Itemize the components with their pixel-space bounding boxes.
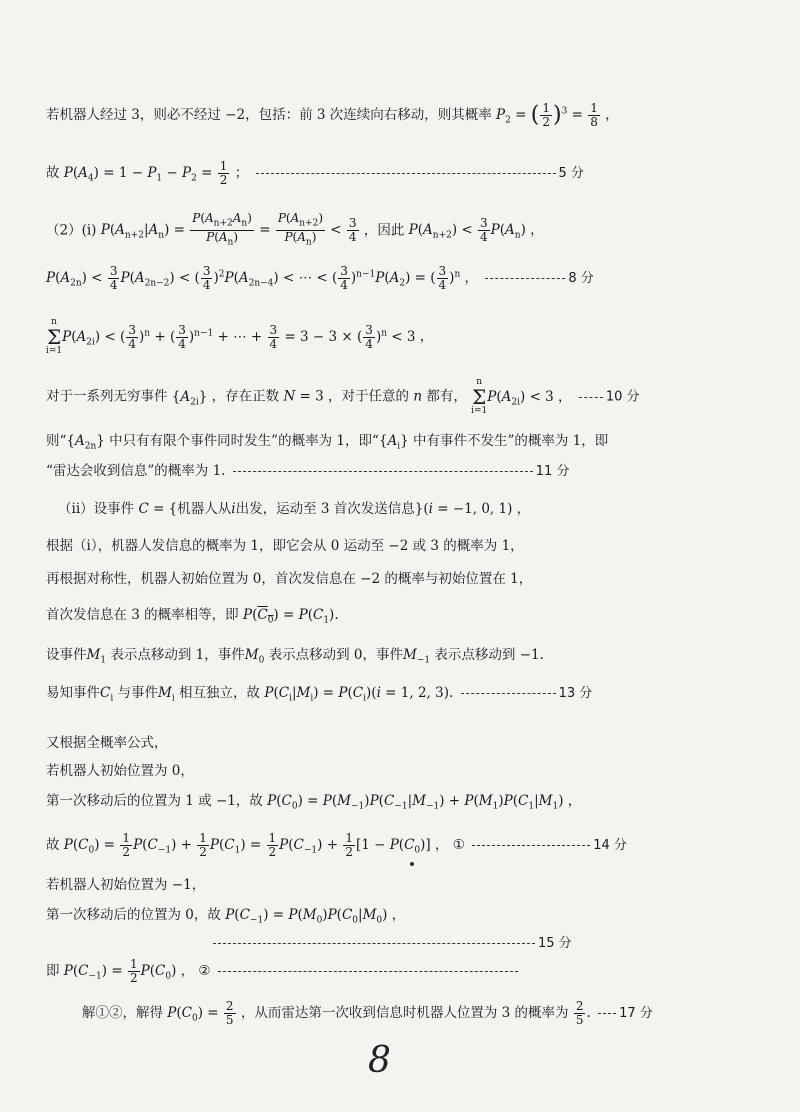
score-mark: 17 分 — [619, 1006, 653, 1021]
text-line-15: 又根据全概率公式， — [46, 735, 168, 751]
text-line-18: 故 $P(C_0)$ = $\frac{1}{2}$ $P(C_{-1})$ + $\frac{1}{2}$ $P(C_1)$ = $\frac{1}{2}$ $P(C_{-1})$ + $\frac{1}{2}$ $[1 - P(C_0)]$ ， ① 14 分 — [46, 831, 627, 859]
score-mark: 8 分 — [568, 271, 594, 286]
score-mark: 5 分 — [558, 166, 584, 181]
equation-mark-2: ② — [198, 963, 211, 979]
text-line-9: （ii）设事件 C = {机器人从i出发，运动至 3 首次发送信息}(i = −1, 0, 1) ， — [58, 501, 531, 517]
text-line-10: 根据（i），机器人发信息的概率为 1，即它会从 0 运动至 −2 或 3 的概率为 1， — [46, 538, 524, 554]
text-line-6: 对于一系列无穷事件 $\{A_{2i}\}$ ，存在正数 N = 3 ，对于任意的 n 都有， n Σ $i=1P(A_{2i}) < 3$ ， 10 分 — [46, 377, 640, 416]
score-mark: 15 分 — [538, 936, 572, 951]
text-line-20: 第一次移动后的位置为 0，故 $P(C_{-1}) = P(M_0)P(C_0|M_0)$ ， — [46, 907, 406, 926]
text-line-7: 则“$\{A_{2n}\}$ 中只有有限个事件同时发生”的概率为 1，即“$\{A_i\}$ 中有事件不发生”的概率为 1，即 — [46, 433, 609, 452]
text-line-17: 第一次移动后的位置为 1 或 −1，故 $P(C_0) = P(M_{-1})P(C_{-1}|M_{-1}) + P(M_1)P(C_1|M_1)$ ， — [46, 793, 582, 812]
text-line-21 — [210, 934, 800, 953]
text-line-2: 故 $P(A_4) = 1 - P_1 - P_2$ = $\frac{1}{2}$ ； 5 分 — [46, 159, 584, 187]
equation-mark-1: ① — [452, 837, 465, 853]
text-line-5: n Σ $i=1P(A_{2i})$ < ( $\frac{3}{4}$ )$^n$ + ( $\frac{3}{4}$ )$^{n-1}$ + ⋯ + $\frac{3}{4}$ = 3 − 3 × ( $\frac{3}{4}$ )$^n$ < 3 ， — [46, 317, 434, 356]
score-mark: 11 分 — [535, 464, 570, 479]
text-line-4: $P(A_{2n})$ < $\frac{3}{4}$ $P(A_{2n-2})$ < ( $\frac{3}{4}$ )$^2P(A_{2n-4})$ < ⋯ < ( $\frac{3}{4}$ )$^{n-1}P(A_2)$ = ( $\frac{3}{4}$ )$^n$ ， 8 分 — [46, 264, 594, 292]
text-line-8: “雷达会收到信息”的概率为 1. 11 分 — [46, 463, 570, 479]
score-mark: 13 分 — [558, 686, 593, 701]
text-line-19: 若机器人初始位置为 −1， — [46, 877, 206, 893]
score-mark: 14 分 — [593, 838, 627, 853]
text-line-14: 易知事件$C_i$ 与事件$M_i$ 相互独立，故 $P(C_i|M_i) = P(C_i)(i = 1$, 2, 3). 13 分 — [46, 685, 593, 704]
text-line-22: 即 $P(C_{-1})$ = $\frac{1}{2}$ $P(C_0)$ ， ② — [46, 958, 800, 986]
text-line-23: 解①②，解得 $P(C_0)$ = $\frac{2}{5}$ ，从而雷达第一次收到信息时机器人位置为 3 的概率为 $\frac{2}{5}$ . 17 分 — [82, 999, 653, 1027]
stray-dot — [410, 862, 414, 866]
score-mark: 10 分 — [605, 389, 640, 405]
text-line-12: 首次发信息在 3 的概率相等，即 $P(C_0) = P(C_1)$. — [46, 607, 339, 626]
text-line-11: 再根据对称性，机器人初始位置为 0，首次发信息在 −2 的概率与初始位置在 1， — [46, 571, 533, 587]
text-line-16: 若机器人初始位置为 0， — [46, 763, 194, 779]
text-line-3: （2）(i) $P(A_{n+2}|A_n)$ = $\frac{P(A_{n+2}A_n)}{P(A_n)}$ = $\frac{P(A_{n+2})}{P(A_n)}$ < $\frac{3}{4}$ ，因此 $P(A_{n+2})$ < $\frac{3}{4}$ $P(A_n)$ ， — [46, 211, 544, 248]
page-number: 8 — [368, 1040, 391, 1081]
text-line-13: 设事件$M_1$ 表示点移动到 1，事件$M_0$ 表示点移动到 0，事件$M_{-1}$ 表示点移动到 −1. — [46, 647, 544, 666]
text-line-1: 若机器人经过 3，则必不经过 −2，包括：前 3 次连续向右移动，则其概率 $P_2$ = ( $\frac{1}{2}$ )$^3$ = $\frac{1}{8}$ ， — [46, 101, 619, 129]
